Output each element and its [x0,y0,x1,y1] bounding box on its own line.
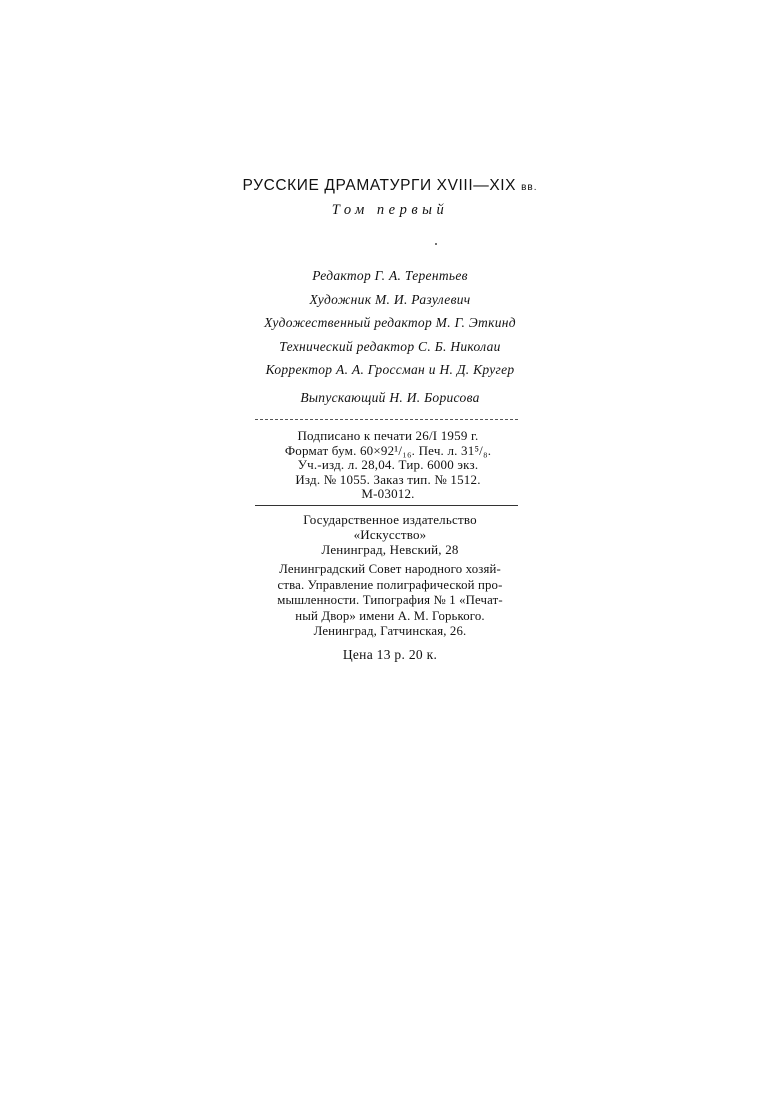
credits-list [240,264,540,409]
publisher-block [240,512,540,557]
credit-proofreader: Корректор А. А. Гроссман и Н. Д. Кругер [265,362,515,377]
book-title-suffix: вв. [521,182,538,193]
imprint-line: Изд. № 1055. Заказ тип. № 1512. [295,471,481,487]
credit-editor: Редактор Г. А. Терентьев [312,268,468,283]
price-label: Цена 13 р. 20 к. [342,647,438,662]
publisher-line: Государственное издательство [303,512,477,527]
imprint-line: Уч.-изд. л. 28,04. Тир. 6000 экз. [297,457,479,472]
printer-line: ства. Управление полиграфической про- [277,577,503,592]
printer-line: мышленности. Типография № 1 «Печат- [277,593,503,607]
imprint-line: М-03012. [361,486,415,501]
publisher-line: Ленинград, Невский, 28 [321,542,459,557]
credit-artist: Художник М. И. Разулевич [309,291,471,307]
divider-bottom [255,505,518,506]
volume-label: Том первый [331,202,449,218]
printer-line: ный Двор» имени А. М. Горького. [295,608,485,623]
imprint-block [250,429,526,502]
imprint-line: Подписано к печати 26/I 1959 г. [297,428,479,443]
printer-line: Ленинград, Гатчинская, 26. [313,624,467,638]
stray-dot [435,243,437,245]
imprint-line: Формат бум. 60×92¹/₁₆. Печ. л. 31⁵/₈. [284,442,492,458]
book-title-main: РУССКИЕ ДРАМАТУРГИ XVIII—XIX [242,177,517,194]
credit-tech-editor: Технический редактор С. Б. Николаи [279,338,501,354]
credit-release: Выпускающий Н. И. Борисова [300,389,480,405]
divider-top [255,419,518,420]
book-title [240,176,540,198]
credit-art-editor: Художественный редактор М. Г. Эткинд [264,315,516,330]
printer-line: Ленинградский Совет народного хозяй- [279,562,501,576]
printer-block [252,562,528,640]
publisher-line: «Искусство» [353,527,427,542]
